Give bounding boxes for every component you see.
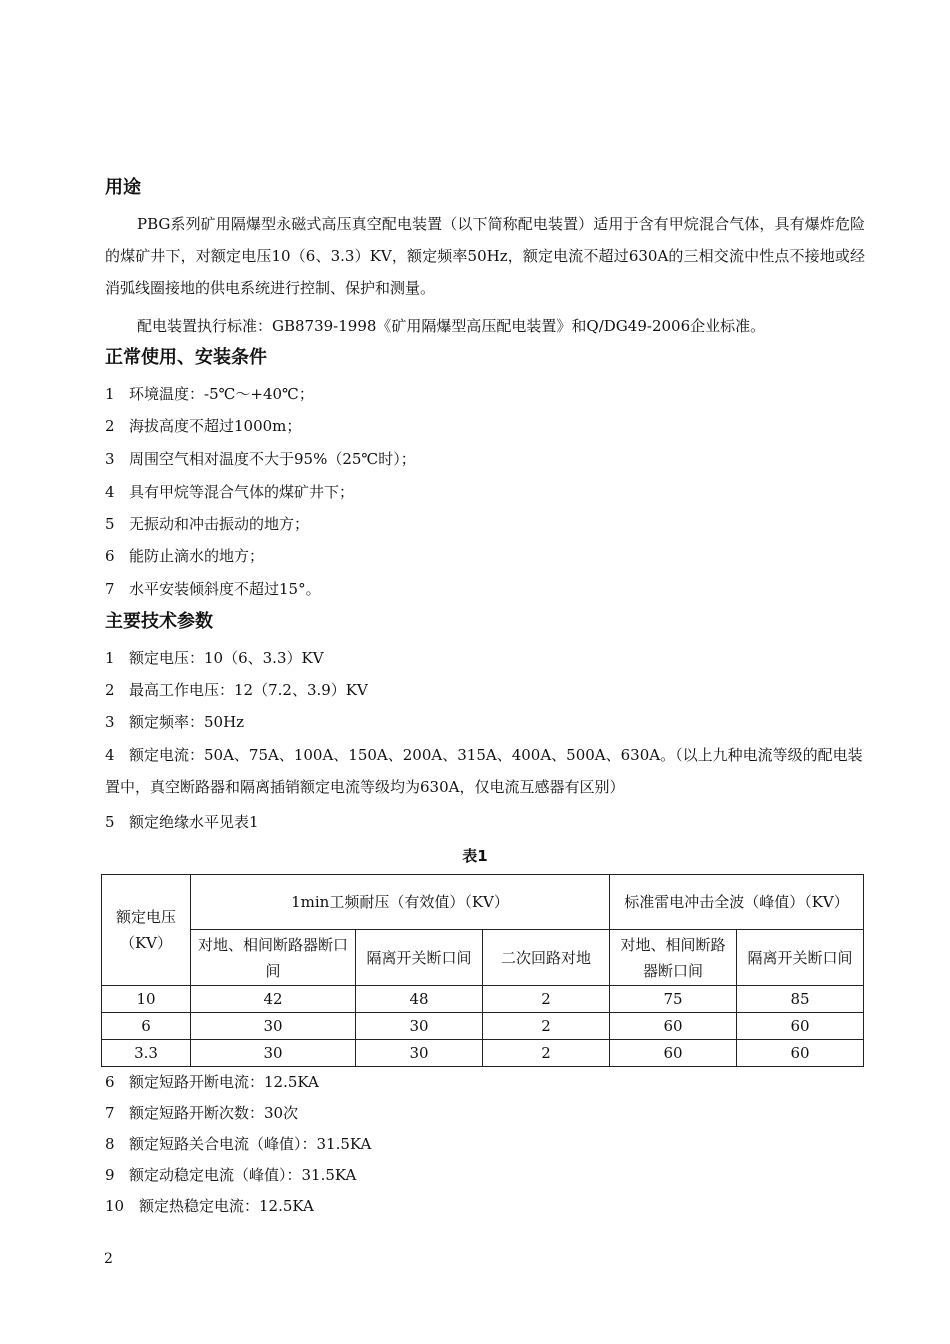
list-number: 8 [105, 1135, 115, 1153]
list-item [105, 540, 865, 572]
header-power-frequency: 1min工频耐压（有效值）（KV） [191, 875, 610, 930]
table-cell: 48 [356, 986, 483, 1013]
table-cell: 60 [737, 1013, 864, 1040]
list-text: 额定短路关合电流（峰值）：31.5KA [129, 1135, 372, 1153]
list-item [105, 739, 865, 803]
list-text: 额定频率：50Hz [129, 713, 245, 731]
table-cell: 75 [610, 986, 737, 1013]
list-number: 7 [105, 1104, 115, 1122]
list-item [105, 1097, 865, 1129]
table-cell: 60 [610, 1040, 737, 1067]
list-text: 额定短路开断次数：30次 [129, 1104, 299, 1122]
table-cell: 2 [483, 1040, 610, 1067]
list-item [105, 1190, 865, 1222]
list-number: 2 [105, 681, 115, 699]
table-cell: 6 [102, 1013, 191, 1040]
table-cell: 10 [102, 986, 191, 1013]
list-number: 1 [105, 649, 115, 667]
list-item [105, 674, 865, 706]
list-text: 环境温度：-5℃～+40℃； [129, 385, 314, 403]
list-text: 额定动稳定电流（峰值）：31.5KA [129, 1166, 357, 1184]
table-row [102, 1013, 864, 1040]
list-number: 9 [105, 1166, 115, 1184]
table-cell: 3.3 [102, 1040, 191, 1067]
list-item [105, 642, 865, 674]
table-cell: 60 [737, 1040, 864, 1067]
list-text: 能防止滴水的地方； [129, 547, 265, 565]
list-item [105, 443, 865, 475]
list-number: 10 [105, 1197, 125, 1215]
table-cell: 85 [737, 986, 864, 1013]
list-item [105, 410, 865, 442]
list-number: 5 [105, 813, 115, 831]
list-number: 4 [105, 746, 115, 764]
list-number: 5 [105, 515, 115, 533]
table-cell: 30 [191, 1040, 356, 1067]
table-cell: 42 [191, 986, 356, 1013]
subheader-cell: 隔离开关断口间 [356, 930, 483, 986]
table-cell: 2 [483, 1013, 610, 1040]
list-item [105, 573, 865, 605]
standard-paragraph: 配电装置执行标准：GB8739-1998《矿用隔爆型高压配电装置》和Q/DG49-2006企业标准。 [137, 317, 766, 335]
heading-conditions: 正常使用、安装条件 [105, 347, 267, 368]
list-number: 3 [105, 450, 115, 468]
list-text: 无振动和冲击振动的地方； [129, 515, 310, 533]
list-number: 7 [105, 580, 115, 598]
table-row [102, 986, 864, 1013]
header-lightning-impulse: 标准雷电冲击全波（峰值）（KV） [610, 875, 864, 930]
table-row [102, 1040, 864, 1067]
list-number: 6 [105, 1073, 115, 1091]
page-number: 2 [104, 1251, 113, 1267]
insulation-level-table [101, 874, 864, 1067]
list-number: 3 [105, 713, 115, 731]
table-cell: 30 [356, 1013, 483, 1040]
list-item [105, 1159, 865, 1191]
subheader-cell: 对地、相间断路器断口间 [191, 930, 356, 986]
table-cell: 2 [483, 986, 610, 1013]
table-cell: 30 [191, 1013, 356, 1040]
list-text: 额定电流：50A、75A、100A、150A、200A、315A、400A、500A、630A。（以上九种电流等级的配电装置中，真空断路器和隔离插销额定电流等级均为630A，仅电流互感器有区别） [105, 746, 863, 796]
table-caption: 表1 [462, 847, 488, 865]
heading-purpose: 用途 [105, 177, 141, 198]
heading-params: 主要技术参数 [105, 611, 213, 632]
list-item [105, 806, 865, 838]
table-cell: 60 [610, 1013, 737, 1040]
list-number: 2 [105, 417, 115, 435]
list-item [105, 476, 865, 508]
subheader-cell: 隔离开关断口间 [737, 930, 864, 986]
header-voltage: 额定电压（KV） [102, 875, 191, 986]
list-item [105, 508, 865, 540]
list-text: 海拔高度不超过1000m； [129, 417, 302, 435]
list-item [105, 706, 865, 738]
list-text: 水平安装倾斜度不超过15°。 [129, 580, 321, 598]
list-item [105, 1066, 865, 1098]
list-item [105, 1128, 865, 1160]
list-number: 6 [105, 547, 115, 565]
list-text: 额定电压：10（6、3.3）KV [129, 649, 324, 667]
subheader-cell: 二次回路对地 [483, 930, 610, 986]
list-number: 4 [105, 483, 115, 501]
table-cell: 30 [356, 1040, 483, 1067]
list-text: 额定短路开断电流：12.5KA [129, 1073, 319, 1091]
list-text: 周围空气相对温度不大于95%（25℃时）； [129, 450, 416, 468]
list-text: 具有甲烷等混合气体的煤矿井下； [129, 483, 355, 501]
subheader-cell: 对地、相间断路器断口间 [610, 930, 737, 986]
purpose-paragraph: PBG系列矿用隔爆型永磁式高压真空配电装置（以下简称配电装置）适用于含有甲烷混合气体，具有爆炸危险的煤矿井下，对额定电压10（6、3.3）KV，额定频率50Hz，额定电流不超过630A的三相交流中性点不接地或经消弧线圈接地的供电系统进行控制、保护和测量。 [105, 215, 865, 297]
list-item [105, 378, 865, 410]
list-text: 最高工作电压：12（7.2、3.9）KV [129, 681, 368, 699]
list-text: 额定绝缘水平见表1 [129, 813, 259, 831]
list-text: 额定热稳定电流：12.5KA [139, 1197, 314, 1215]
list-number: 1 [105, 385, 115, 403]
